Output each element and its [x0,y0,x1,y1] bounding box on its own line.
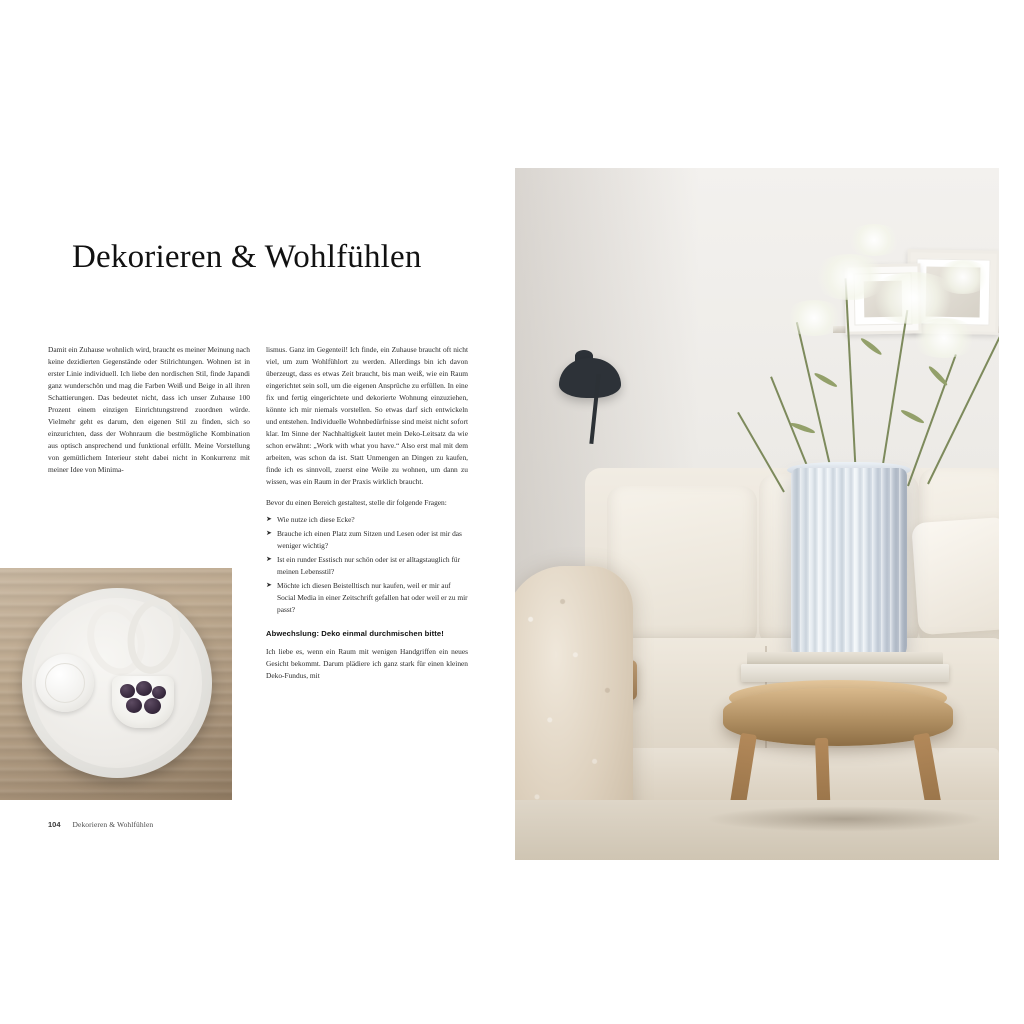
column-two-paragraph-1: lismus. Ganz im Gegenteil! Ich finde, ein Zuhause braucht oft nicht viel, um zum Wohlfühlort zu werden. Allerdings bin ich davon überzeugt, dass es etwas Zeit braucht, bis man weiß, wie ein Raum eingerichtet sein soll, um die eigenen Ansprüche zu erfüllen. In eine fix und fertig eingerichtete und dekorierte Wohnung einzuziehen, könnte ich mir niemals vorstellen. So etwas darf sich entwickeln und entstehen. Individuelle Wohnbedürfnisse sind meist nicht sofort klar. Im Sinne der Nachhaltigkeit lautet mein Deko-Leitsatz da wie schon erwähnt: „Work with what you have.“ Also erst mal mit dem arbeiten, was schon da ist. Statt Unmengen an Dingen zu kaufen, finde ich es sinnvoll, zuerst eine Weile zu wohnen, um dann zu wissen, was ein Raum in der Praxis wirklich braucht. [266,345,468,486]
list-item [266,514,468,526]
list-item [266,554,468,578]
arrow-icon: ➤ [266,528,272,537]
flower-head [783,300,845,336]
column-two-paragraph-2: Ich liebe es, wenn ein Raum mit wenigen Handgriffen ein neues Gesicht bekommt. Darum plädiere ich ganz stark für einen kleinen Deko-Fundus, mit [266,647,468,681]
flower-head [935,260,991,294]
berry [126,698,142,713]
berry [152,686,166,699]
list-item-label: Brauche ich einen Platz zum Sitzen und Lesen oder ist mir das weniger wichtig? [277,528,462,550]
flower-head [909,318,979,358]
running-head: Dekorieren & Wohlfühlen [72,820,154,829]
list-item-label: Wie nutze ich diese Ecke? [277,514,355,524]
section-subheading: Abwechslung: Deko einmal durchmischen bitte! [266,628,444,638]
fluted-vase [791,468,907,660]
right-page [512,0,1024,1024]
list-item [266,528,468,552]
page-number: 104 [48,820,61,829]
flower-head [845,224,903,256]
arrow-icon: ➤ [266,580,272,589]
berry-bowl [112,676,174,728]
list-item-label: Möchte ich diesen Beistelltisch nur kaufen, weil er mir auf Social Media in einer Zeitschrift gefallen hat oder weil er zu mir passt? [277,580,468,614]
list-item-label: Ist ein runder Esstisch nur schön oder ist er alltagstauglich für meinen Lebensstil? [277,554,461,576]
berry [136,681,152,696]
questions-lead-in: Bevor du einen Bereich gestaltest, stelle dir folgende Fragen: [266,497,447,507]
vase-ribs [791,468,907,660]
column-two [266,344,468,691]
floor-shadow [705,806,985,832]
questions-list [266,514,468,616]
page-title: Dekorieren & Wohlfühlen [72,239,422,276]
berry [120,684,135,698]
arrow-icon: ➤ [266,514,272,523]
tray-photo [0,568,232,800]
list-item [266,580,468,616]
berry [144,698,161,714]
throw-pillow [911,517,999,635]
living-room-photo [515,168,999,860]
column-one-paragraph-1: Damit ein Zuhause wohnlich wird, braucht es meiner Meinung nach keine dezidierten Gegenstände oder Stilrichtungen. Wohnen ist in erster Linie individuell. Ich liebe den nordischen Stil, finde Japandi ganz wunderschön und mag die Farben Weiß und Beige in all ihren Schattierungen. Das bedeutet nicht, dass ich unser Zuhause 100 Prozent einem einzigen Einrichtungstrend zuordnen würde. Vielmehr geht es darum, den eigenen Stil zu finden, sich so einzurichten, dass der Wohnraum die bestmögliche Kombination aus optisch ansprechend und funktional erfüllt. Meine Vorstellung von gemütlichem Interieur steht dabei nicht in Konkurrenz mit meiner Idee von Minima- [48,345,250,474]
arrow-icon: ➤ [266,554,272,563]
small-plate [36,654,94,712]
page-footer [48,820,153,829]
